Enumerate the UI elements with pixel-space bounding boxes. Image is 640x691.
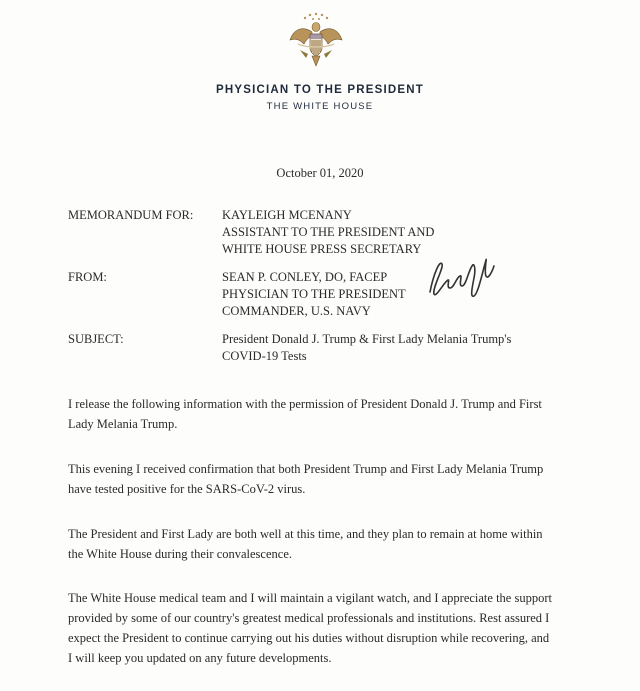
- body-paragraph: [68, 524, 568, 564]
- subject-value: [222, 331, 562, 365]
- subject-label: SUBJECT:: [68, 332, 124, 346]
- memorandum-for-value: [222, 207, 562, 258]
- paragraph-line: The White House medical team and I will maintain a vigilant watch, and I appreciate the support: [68, 591, 552, 605]
- recipient-line: WHITE HOUSE PRESS SECRETARY: [222, 242, 422, 256]
- handwritten-signature: [420, 252, 500, 302]
- memo-date: October 01, 2020: [276, 166, 364, 180]
- letterhead-title: PHYSICIAN TO THE PRESIDENT: [216, 84, 424, 96]
- from-value: [222, 269, 562, 320]
- sender-line: PHYSICIAN TO THE PRESIDENT: [222, 287, 406, 301]
- sender-line: SEAN P. CONLEY, DO, FACEP: [222, 270, 388, 284]
- paragraph-line: have tested positive for the SARS-CoV-2 virus.: [68, 482, 306, 496]
- sender-line: COMMANDER, U.S. NAVY: [222, 304, 371, 318]
- paragraph-line: Lady Melania Trump.: [68, 417, 178, 431]
- from-label: FROM:: [68, 270, 107, 284]
- body-paragraph: [68, 394, 568, 434]
- paragraph-line: I will keep you updated on any future developments.: [68, 651, 332, 665]
- subject-line: COVID-19 Tests: [222, 349, 307, 363]
- paragraph-line: I release the following information with the permission of President Donald J. Trump and First: [68, 397, 542, 411]
- presidential-eagle-seal-icon: [286, 10, 346, 74]
- paragraph-line: The President and First Lady are both well at this time, and they plan to remain at home within: [68, 527, 543, 541]
- recipient-line: KAYLEIGH MCENANY: [222, 208, 352, 222]
- memorandum-for-label: MEMORANDUM FOR:: [68, 208, 194, 222]
- paragraph-line: provided by some of our country's greatest medical professionals and institutions. Rest assured I: [68, 611, 550, 625]
- paragraph-line: expect the President to continue carrying out his duties without disruption while recovering, and: [68, 631, 550, 645]
- body-paragraph: [68, 459, 568, 499]
- paragraph-line: the White House during their convalescence.: [68, 547, 292, 561]
- letterhead-subtitle: THE WHITE HOUSE: [266, 101, 374, 112]
- subject-line: President Donald J. Trump & First Lady Melania Trump's: [222, 332, 512, 346]
- paragraph-line: This evening I received confirmation that both President Trump and First Lady Melania Trump: [68, 462, 544, 476]
- body-paragraph: [68, 588, 568, 668]
- recipient-line: ASSISTANT TO THE PRESIDENT AND: [222, 225, 435, 239]
